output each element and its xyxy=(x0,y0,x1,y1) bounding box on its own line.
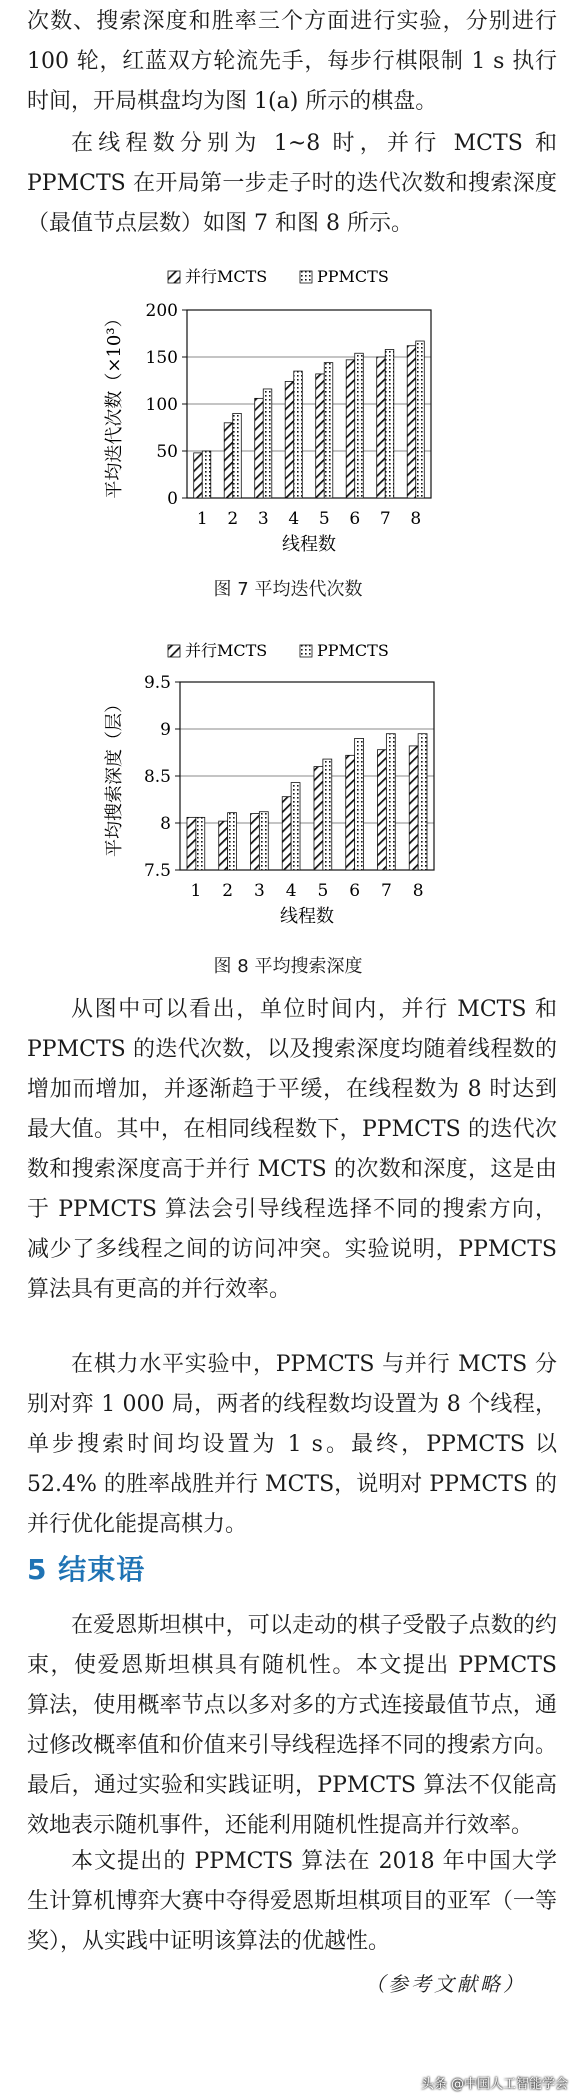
paragraph-2: 在线程数分别为 1~8 时，并行 MCTS 和 PPMCTS 在开局第一步走子时的迭代次数和搜索深度（最值节点层数）如图 7 和图 8 所示。 xyxy=(27,131,564,236)
y-tick-label-1: 0 xyxy=(167,489,178,509)
paragraph-3: 从图中可以看出，单位时间内，并行 MCTS 和 PPMCTS 的迭代次数，以及搜索深度均随着线程数的增加而增加，并逐渐趋于平缓，在线程数为 8 时达到最大值。其中，在相同线程数下，PPMCTS 的迭代次数和搜索深度高于并行 MCTS 的次数和深度，这是由于 PPMCTS 算法会引导线程选择不同的搜索方向，减少了多线程之间的访问冲突。实验说明，PPMCTS 算法具有更高的并行效率。 xyxy=(27,997,564,1302)
y-tick-label-2: 50 xyxy=(156,442,178,462)
x-tick-label-6: 6 xyxy=(349,881,361,901)
bar-s2-3 xyxy=(263,389,272,498)
paragraph-5: 在爱恩斯坦棋中，可以走动的棋子受骰子点数的约束，使爱恩斯坦棋具有随机性。本文提出 PPMCTS 算法，使用概率节点以多对多的方式连接最值节点，通过修改概率值和价值来引导线程选择不同的搜索方向。最后，通过实验和实践证明，PPMCTS 算法不仅能高效地表示随机事件，还能利用随机性提高并行效率。 xyxy=(27,1613,564,1838)
bar-s1-7 xyxy=(377,357,386,498)
x-tick-label-3: 3 xyxy=(257,509,269,529)
x-tick-label-8: 8 xyxy=(412,881,424,901)
bar-s2-7 xyxy=(385,349,394,498)
bar-s1-6 xyxy=(346,755,355,870)
bar-s1-3 xyxy=(250,814,259,870)
x-tick-label-4: 4 xyxy=(288,509,300,529)
x-axis-label: 线程数 xyxy=(282,534,336,555)
y-tick-label-5: 200 xyxy=(145,301,178,321)
x-tick-label-6: 6 xyxy=(349,509,361,529)
legend-swatch-2 xyxy=(300,271,312,283)
legend-label-2: PPMCTS xyxy=(317,267,389,286)
x-tick-label-7: 7 xyxy=(379,509,391,529)
bar-s2-5 xyxy=(323,759,332,870)
figure-7 xyxy=(0,258,576,558)
bar-s1-2 xyxy=(219,821,228,870)
chart-iterations xyxy=(0,258,576,558)
legend-swatch-2 xyxy=(300,645,312,657)
figure-7-caption: 图 7 平均迭代次数 xyxy=(213,579,363,600)
bar-s1-2 xyxy=(224,423,233,498)
x-tick-label-8: 8 xyxy=(410,509,422,529)
bar-s1-6 xyxy=(346,360,355,498)
figure-8-caption: 图 8 平均搜索深度 xyxy=(213,956,363,977)
bar-s1-5 xyxy=(316,374,325,498)
bar-s2-1 xyxy=(196,817,205,870)
bar-s1-5 xyxy=(314,767,323,870)
bar-s2-4 xyxy=(294,371,303,498)
y-tick-label-1: 7.5 xyxy=(143,861,171,881)
references-note: （参考文献略） xyxy=(365,1972,526,1996)
bar-s2-8 xyxy=(416,341,425,498)
paragraph-6: 本文提出的 PPMCTS 算法在 2018 年中国大学生计算机博弈大赛中夺得爱恩斯坦棋项目的亚军（一等奖），从实践中证明该算法的优越性。 xyxy=(27,1849,557,1954)
y-tick-label-3: 100 xyxy=(145,395,178,415)
y-tick-label-5: 9.5 xyxy=(143,673,171,693)
bar-s1-4 xyxy=(282,797,291,870)
bar-s2-6 xyxy=(355,738,364,870)
y-axis-label: 平均搜索深度（层） xyxy=(104,695,125,857)
bar-s2-3 xyxy=(259,812,268,870)
legend-label-1: 并行MCTS xyxy=(185,267,268,286)
bar-s2-1 xyxy=(202,451,211,498)
bar-s1-1 xyxy=(187,817,196,870)
bar-s1-4 xyxy=(285,381,294,498)
bar-s1-1 xyxy=(194,453,203,498)
x-tick-label-1: 1 xyxy=(196,509,208,529)
figure-8 xyxy=(0,628,576,938)
bar-s2-2 xyxy=(228,813,237,870)
bar-s1-8 xyxy=(409,746,418,870)
bar-s1-7 xyxy=(377,750,386,870)
x-tick-label-2: 2 xyxy=(227,509,239,529)
bar-s2-7 xyxy=(386,734,395,870)
paragraph-4: 在棋力水平实验中，PPMCTS 与并行 MCTS 分别对弈 1 000 局，两者的线程数均设置为 8 个线程，单步搜索时间均设置为 1 s。最终，PPMCTS 以 52.4% 的胜率战胜并行 MCTS，说明对 PPMCTS 的并行优化能提高棋力。 xyxy=(27,1352,564,1537)
bar-s2-2 xyxy=(233,413,242,498)
x-tick-label-5: 5 xyxy=(317,881,329,901)
legend-label-1: 并行MCTS xyxy=(185,641,268,660)
x-tick-label-5: 5 xyxy=(318,509,330,529)
section-heading: 5 结束语 xyxy=(27,1553,146,1586)
legend-swatch-1 xyxy=(168,271,180,283)
y-tick-label-4: 9 xyxy=(160,720,171,740)
x-tick-label-4: 4 xyxy=(285,881,297,901)
chart-search-depth xyxy=(0,628,576,938)
legend-label-2: PPMCTS xyxy=(317,641,389,660)
bar-s2-4 xyxy=(291,783,300,870)
paragraph-1: 次数、搜索深度和胜率三个方面进行实验，分别进行 100 轮，红蓝双方轮流先手，每步行棋限制 1 s 执行时间，开局棋盘均为图 1(a) 所示的棋盘。 xyxy=(27,9,564,114)
y-tick-label-2: 8 xyxy=(160,814,171,834)
x-tick-label-1: 1 xyxy=(190,881,202,901)
x-tick-label-7: 7 xyxy=(380,881,392,901)
bar-s1-8 xyxy=(407,346,416,498)
bar-s2-8 xyxy=(418,734,427,870)
bar-s2-6 xyxy=(355,353,364,498)
x-tick-label-2: 2 xyxy=(222,881,234,901)
watermark: 头条 @中国人工智能学会 xyxy=(420,2077,568,2092)
bar-s1-3 xyxy=(255,398,264,498)
x-axis-label: 线程数 xyxy=(280,906,334,927)
y-axis-label: 平均迭代次数（×10³） xyxy=(104,309,125,499)
x-tick-label-3: 3 xyxy=(253,881,265,901)
y-tick-label-3: 8.5 xyxy=(143,767,171,787)
y-tick-label-4: 150 xyxy=(145,348,178,368)
legend-swatch-1 xyxy=(168,645,180,657)
bar-s2-5 xyxy=(324,363,333,498)
